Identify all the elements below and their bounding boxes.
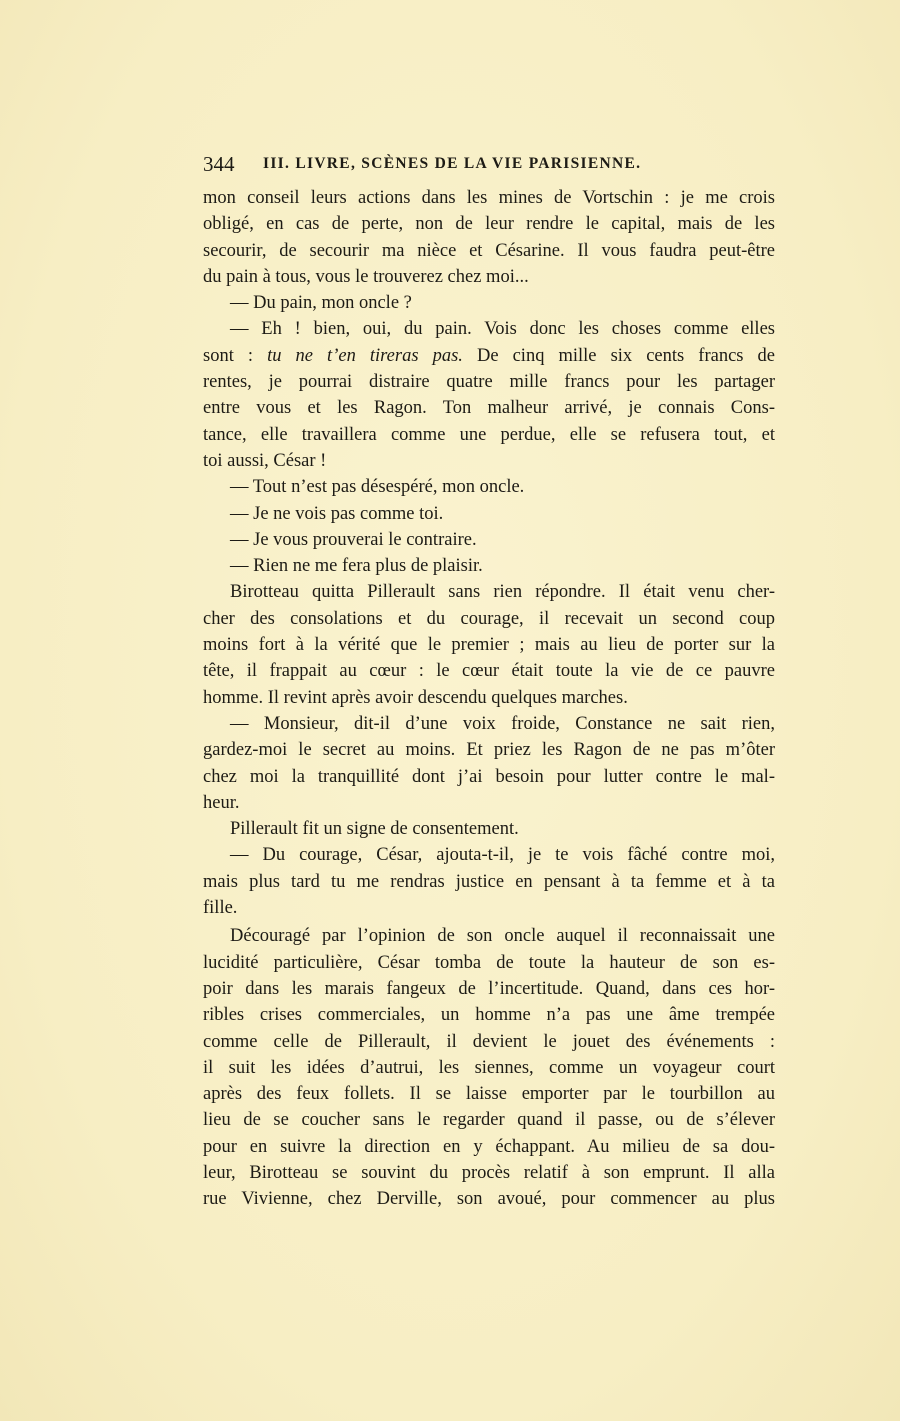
text-line: il suit les idées d’autrui, les siennes, comme un voyageur court (203, 1057, 775, 1078)
text-line (203, 343, 775, 369)
text-line: cher des consolations et du courage, il recevait un second coup (203, 608, 775, 629)
text-line: — Du pain, mon oncle ? (230, 293, 412, 314)
text-line: homme. Il revint après avoir descendu quelques marches. (203, 687, 628, 708)
text-line: fille. (203, 898, 238, 919)
text-line: comme celle de Pillerault, il devient le jouet des événements : (203, 1031, 775, 1052)
text-line: — Je vous prouverai le contraire. (230, 529, 477, 550)
text-line: entre vous et les Ragon. Ton malheur arrivé, je connais Cons- (203, 398, 775, 419)
text-line: chez moi la tranquillité dont j’ai besoin pour lutter contre le mal- (203, 766, 775, 787)
text-run: De cinq mille six cents francs de (462, 345, 775, 366)
italic-phrase: tu ne t’en tireras pas. (267, 345, 463, 366)
text-line: Birotteau quitta Pillerault sans rien répondre. Il était venu cher- (230, 582, 775, 603)
text-line: — Rien ne me fera plus de plaisir. (230, 556, 483, 577)
text-line: lucidité particulière, César tomba de toute la hauteur de son es- (203, 952, 775, 973)
text-line: rue Vivienne, chez Derville, son avoué, pour commencer au plus (203, 1189, 775, 1210)
text-line: rentes, je pourrai distraire quatre mille francs pour les partager (203, 372, 775, 393)
page-number: 344 (203, 152, 235, 176)
text-line: mon conseil leurs actions dans les mines de Vortschin : je me crois (203, 188, 775, 208)
text-run: sont : (203, 345, 268, 366)
text-line: — Je ne vois pas comme toi. (230, 503, 444, 524)
text-line: tête, il frappait au cœur : le cœur était toute la vie de ce pauvre (203, 661, 775, 682)
text-line: après des feux follets. Il se laisse emporter par le tourbillon au (203, 1084, 775, 1105)
body-text (203, 185, 775, 1213)
text-line: heur. (203, 792, 240, 813)
text-line: — Monsieur, dit-il d’une voix froide, Constance ne sait rien, (230, 713, 775, 734)
text-line: — Du courage, César, ajouta-t-il, je te vois fâché contre moi, (230, 845, 775, 866)
text-line: du pain à tous, vous le trouverez chez moi... (203, 266, 529, 287)
text-line: gardez-moi le secret au moins. Et priez les Ragon de ne pas m’ôter (203, 740, 775, 761)
text-line: secourir, de secourir ma nièce et Césarine. Il vous faudra peut-être (203, 240, 775, 261)
text-line: Découragé par l’opinion de son oncle auquel il reconnaissait une (230, 926, 775, 947)
text-line: leur, Birotteau se souvint du procès relatif à son emprunt. Il alla (203, 1162, 775, 1183)
text-line: lieu de se coucher sans le regarder quand il passe, ou de s’élever (203, 1110, 775, 1131)
text-line: moins fort à la vérité que le premier ; mais au lieu de porter sur la (203, 635, 775, 656)
text-line: ribles crises commerciales, un homme n’a pas une âme trempée (203, 1005, 775, 1026)
running-title: III. LIVRE, SCÈNES DE LA VIE PARISIENNE. (263, 155, 642, 172)
text-line: mais plus tard tu me rendras justice en pensant à ta femme et à ta (203, 871, 775, 892)
text-line: poir dans les marais fangeux de l’incertitude. Quand, dans ces hor- (203, 978, 775, 999)
text-line: obligé, en cas de perte, non de leur rendre le capital, mais de les (203, 214, 775, 235)
text-line: pour en suivre la direction en y échappant. Au milieu de sa dou- (203, 1136, 775, 1157)
running-header (203, 152, 775, 178)
text-line: — Tout n’est pas désespéré, mon oncle. (230, 477, 525, 498)
text-line: — Eh ! bien, oui, du pain. Vois donc les choses comme elles (230, 319, 775, 340)
text-line: tance, elle travaillera comme une perdue, elle se refusera tout, et (203, 424, 775, 445)
text-line: toi aussi, César ! (203, 450, 327, 471)
text-line: Pillerault fit un signe de consentement. (230, 819, 519, 840)
